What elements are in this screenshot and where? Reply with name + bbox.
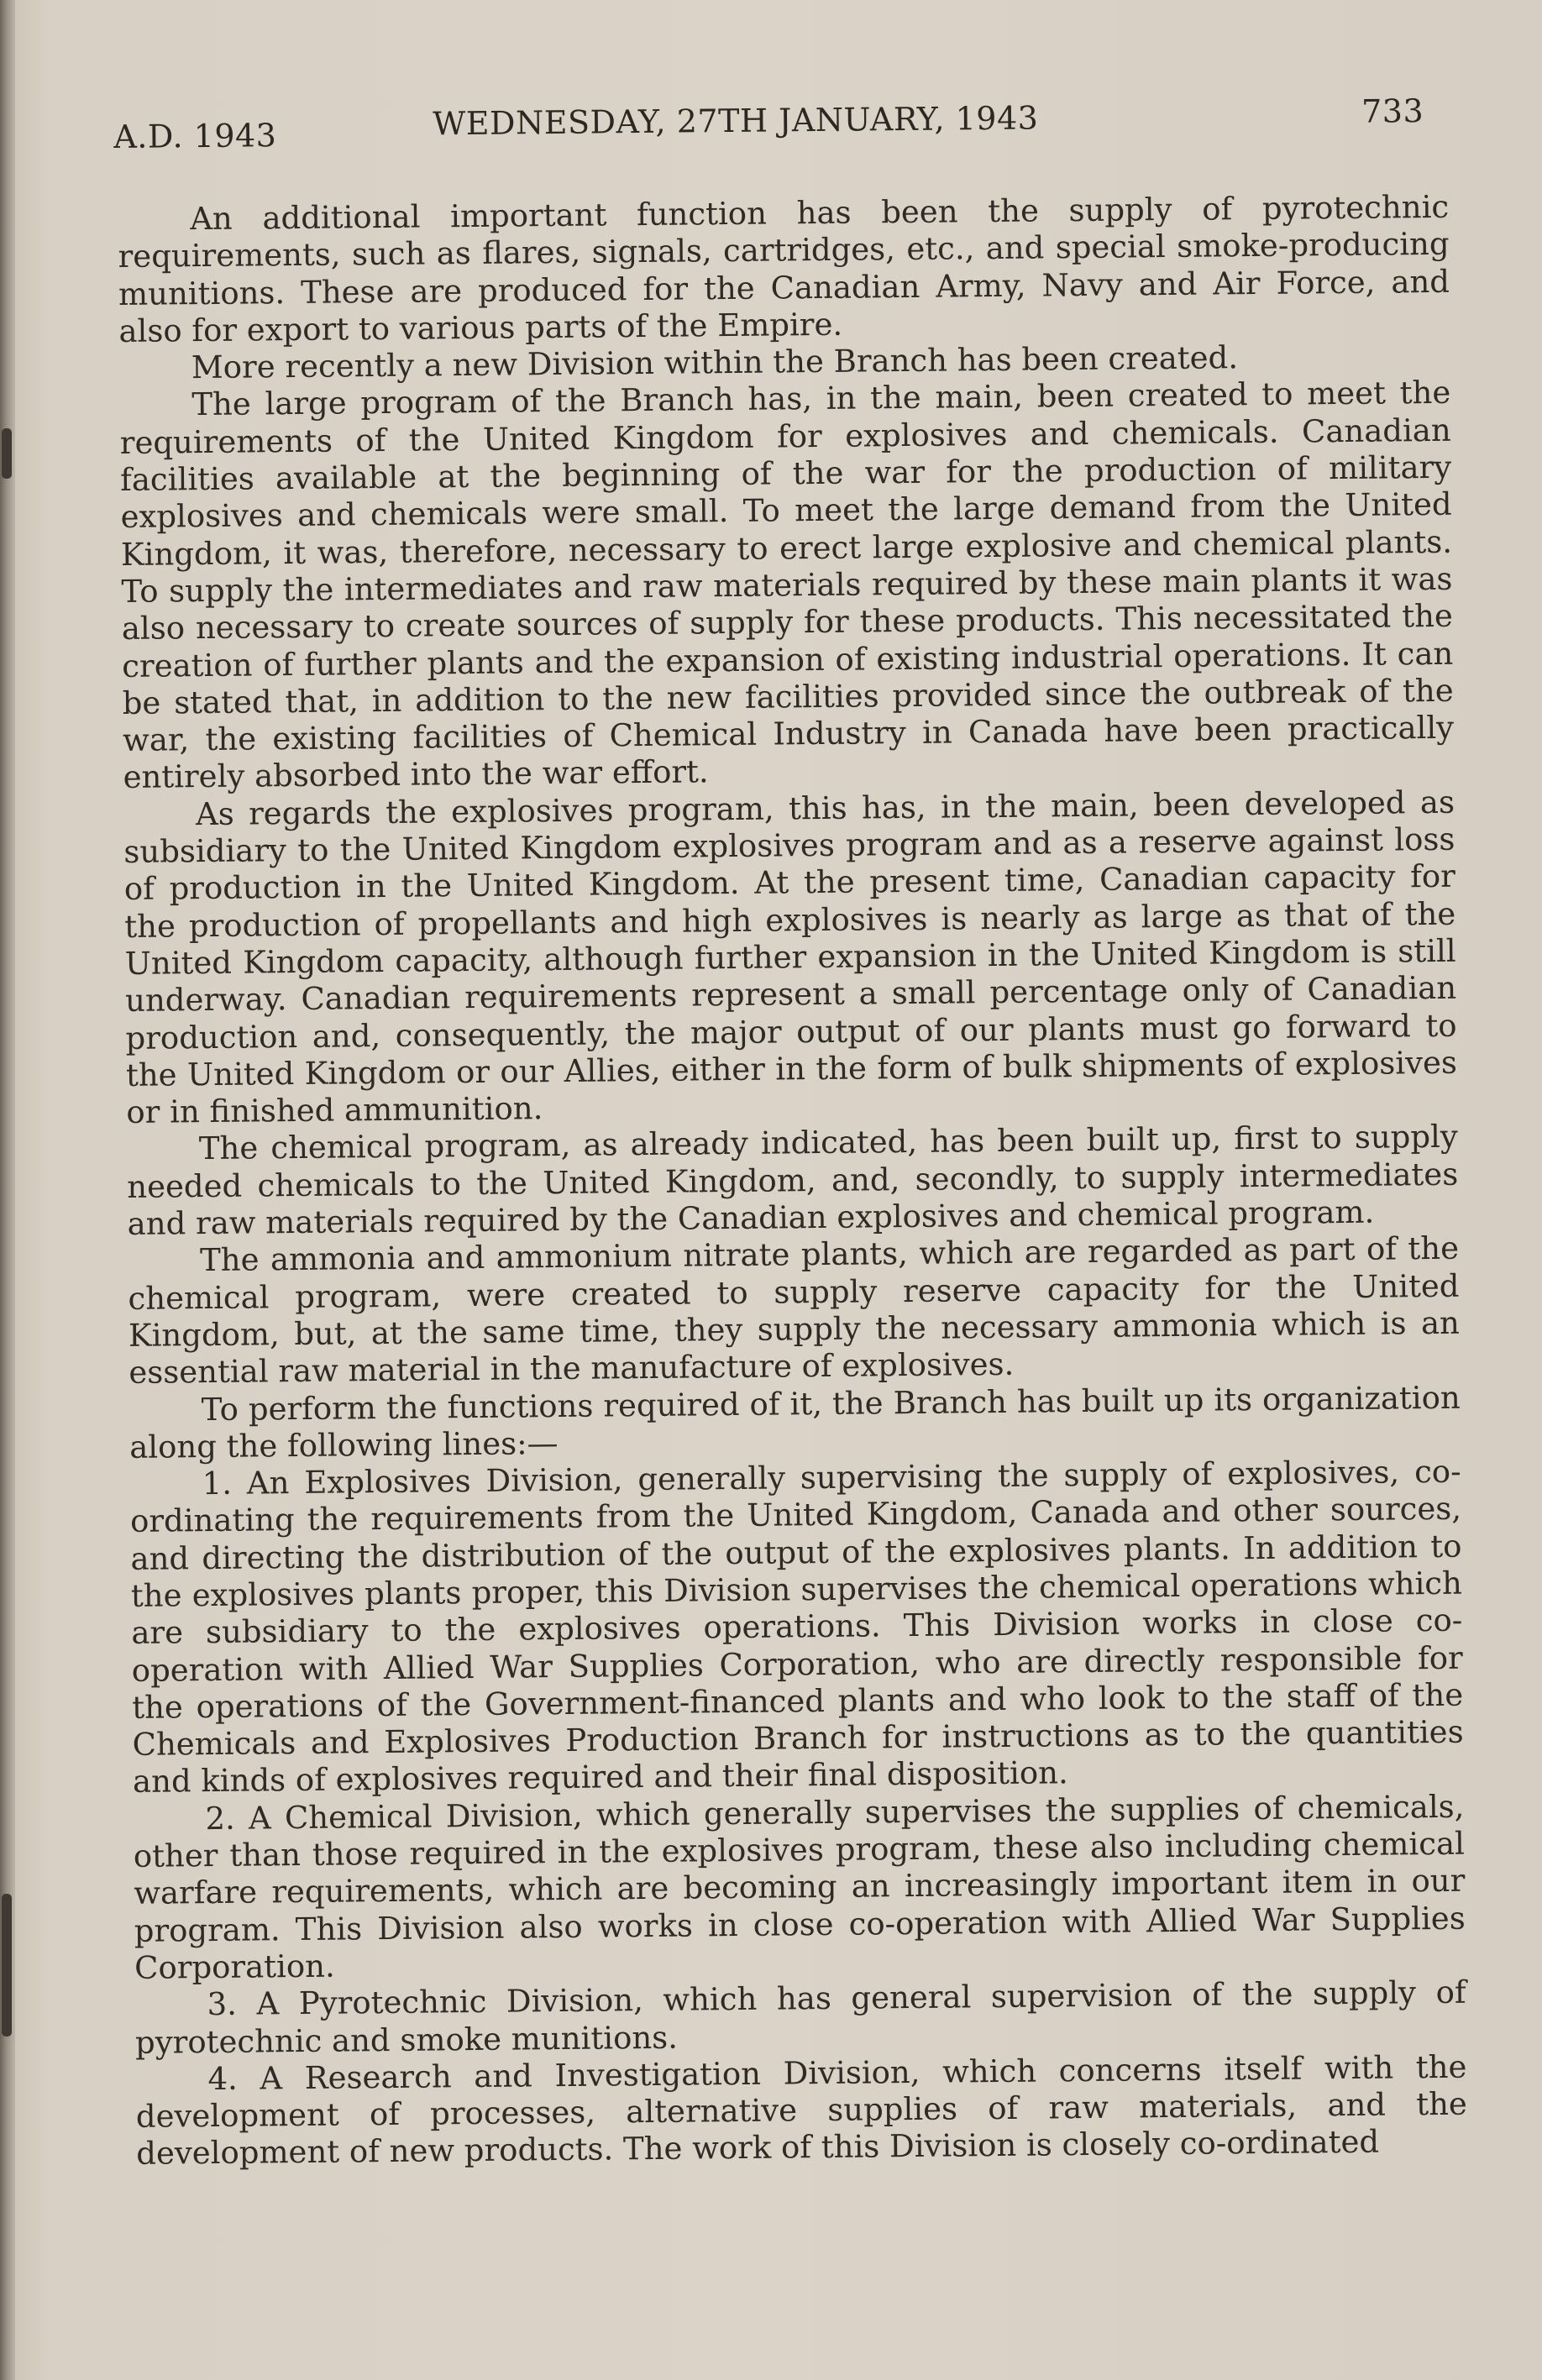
paragraph: An additional important function has been the supply of pyrotechnic requirements, such as flares, signals, cartridges, etc., and special smoke-producing munitions. These are produced for the Canadian Army, Navy and Air Force, and also for export to various parts of the Empire. <box>118 188 1450 349</box>
page-number: 733 <box>1361 92 1424 130</box>
paragraph: As regards the explosives program, this has, in the main, been developed as subsidiary to the United Kingdom explosives program and as a reserve against loss of production in the United Kingdom. At the present time, Canadian capacity for the production of propellants and high explosives is nearly as large as that of the United Kingdom capacity, although further expansion in the United Kingdom is still underway. Canadian requirements represent a small percentage only of Canadian production and, consequently, the major output of our plants must go forward to the United Kingdom or our Allies, either in the form of bulk shipments of explosives or in finished ammunition. <box>123 784 1458 1131</box>
paragraph: The large program of the Branch has, in the main, been created to meet the requirements of the United Kingdom for explosives and chemicals. Canadian facilities available at the beginning of the war for the production of military explosives and chemicals were small. To meet the large demand from the United Kingdom, it was, therefore, necessary to erect large explosive and chemical plants. To supply the intermediates and raw materials required by these main plants it was also necessary to create sources of supply for these products. This necessitated the creation of further plants and the expansion of existing industrial operations. It can be stated that, in addition to the new facilities provided since the outbreak of the war, the existing facilities of Chemical Industry in Canada have been practically entirely absorbed into the war effort. <box>119 375 1455 796</box>
paragraph: The chemical program, as already indicated, has been built up, first to supply needed chemicals to the United Kingdom, and, secondly, to supply intermediates and raw materials required by the Canadian explosives and chemical program. <box>127 1119 1459 1242</box>
paragraph: The ammonia and ammonium nitrate plants, which are regarded as part of the chemical program, were created to supply reserve capacity for the United Kingdom, but, at the same time, they supply the necessary ammonia which is an essential raw material in the manufacture of explosives. <box>128 1230 1461 1392</box>
list-item-paragraph: 4. A Research and Investigation Division, which concerns itself with the development of processes, alternative supplies of raw materials, and the development of new products. The work of this Division is closely co-ordinated <box>135 2048 1468 2173</box>
binding-mark <box>2 1894 12 2037</box>
binding-edge <box>0 0 15 2380</box>
body-text <box>118 189 1467 2173</box>
page-header <box>113 92 1424 155</box>
list-item-paragraph: 2. A Chemical Division, which generally supervises the supplies of chemicals, other than those required in the explosives program, these also including chemical warfare requirements, which are becoming an increasingly important item in our program. This Division also works in close co-operation with Allied War Supplies Corporation. <box>133 1788 1466 1986</box>
header-year: A.D. 1943 <box>113 117 277 155</box>
paragraph: More recently a new Division within the Branch has been created. <box>191 339 1239 386</box>
list-item-paragraph: 3. A Pyrotechnic Division, which has general supervision of the supply of pyrotechnic and smoke munitions. <box>134 1974 1466 2061</box>
paragraph: To perform the functions required of it, the Branch has built up its organization along the following lines:— <box>129 1379 1461 1465</box>
binding-mark <box>2 428 12 479</box>
list-item-paragraph: 1. An Explosives Division, generally supervising the supply of explosives, co-ordinating the requirements from the United Kingdom, Canada and other sources, and directing the distribution of the output of the explosives plants. In addition to the explosives plants proper, this Division supervises the chemical operations which are subsidiary to the explosives operations. This Division works in close co-operation with Allied War Supplies Corporation, who are directly responsible for the operations of the Government-financed plants and who look to the staff of the Chemicals and Explosives Production Branch for instructions as to the quantities and kinds of explosives required and their final disposition. <box>129 1453 1464 1801</box>
header-date: WEDNESDAY, 27TH JANUARY, 1943 <box>433 99 1039 143</box>
